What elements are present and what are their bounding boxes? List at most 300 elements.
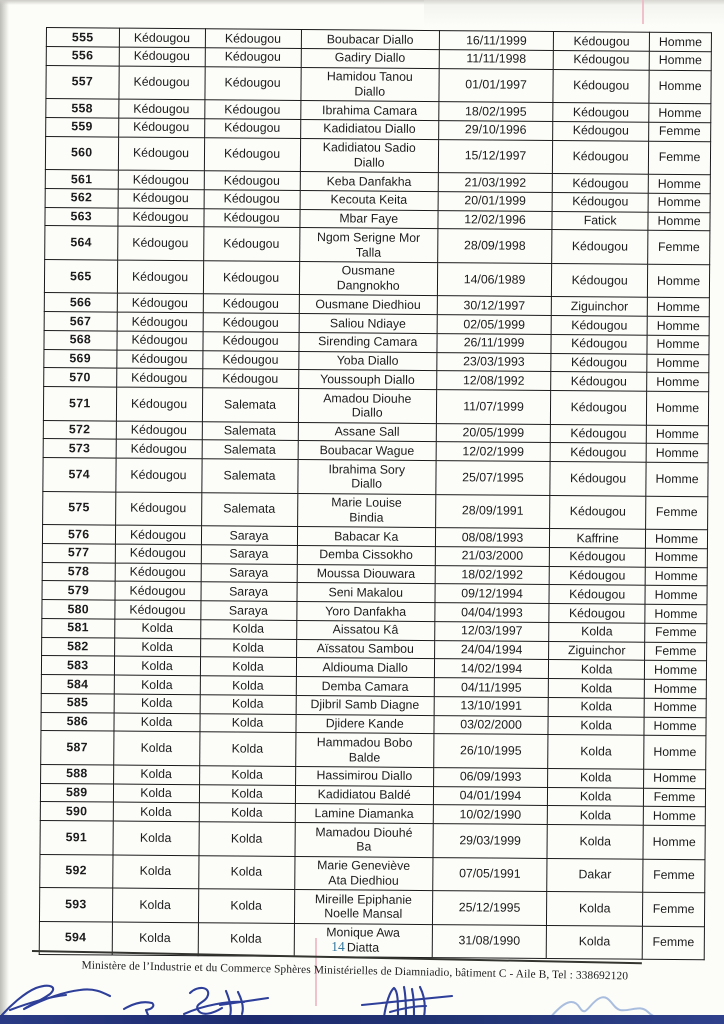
cell-num: 581	[42, 618, 115, 637]
cell-num: 567	[44, 311, 117, 330]
cell-dob: 08/08/1993	[435, 528, 549, 548]
cell-dept: Kolda	[200, 657, 296, 677]
cell-region: Kolda	[113, 765, 199, 784]
cell-name: Kadidiatou Sadio Diallo	[300, 138, 439, 173]
cell-dept: Kédougou	[203, 313, 299, 333]
cell-gender: Homme	[647, 354, 709, 373]
cell-region: Kédougou	[117, 260, 203, 294]
cell-region: Kédougou	[118, 189, 204, 208]
cell-region: Kédougou	[115, 492, 201, 526]
cell-num: 564	[45, 226, 118, 260]
cell-name: Ousmane Dangnokho	[299, 261, 438, 296]
cell-region: Kédougou	[117, 293, 203, 312]
cell-region: Kédougou	[115, 563, 201, 582]
cell-dept: Saraya	[200, 601, 296, 621]
cell-dept: Kédougou	[202, 350, 298, 370]
cell-num: 592	[40, 854, 113, 888]
cell-dept: Kolda	[200, 638, 296, 658]
cell-dept: Salemata	[202, 440, 298, 460]
table-row	[39, 921, 704, 960]
cell-num: 566	[44, 293, 117, 312]
cell-name: Ibrahima Sory Diallo	[297, 459, 436, 494]
cell-place: Kédougou	[553, 50, 649, 70]
cell-name: Youssouph Diallo	[298, 370, 437, 390]
cell-gender: Homme	[646, 425, 708, 444]
cell-dob: 25/07/1995	[436, 461, 550, 495]
cell-region: Kédougou	[115, 525, 201, 544]
cell-dob: 26/10/1995	[434, 734, 548, 768]
cell-name: Assane Sall	[298, 422, 437, 442]
cell-gender: Homme	[648, 193, 710, 212]
cell-name: Demba Cissokho	[297, 545, 436, 565]
cell-region: Kédougou	[117, 331, 203, 350]
cell-gender: Homme	[644, 698, 706, 717]
cell-region: Kolda	[112, 888, 198, 922]
cell-name: Boubacar Wague	[298, 441, 437, 461]
cell-name: Gadiry Diallo	[301, 48, 440, 68]
cell-name: Yoro Danfakha	[296, 601, 435, 621]
cell-dept: Kédougou	[205, 29, 301, 49]
cell-region: Kolda	[113, 821, 199, 855]
cell-num: 589	[40, 783, 113, 802]
cell-dept: Kolda	[200, 619, 296, 639]
cell-dept: Salemata	[202, 421, 298, 441]
cell-num: 563	[45, 207, 118, 226]
cell-dob: 02/05/1999	[437, 315, 551, 335]
cell-name: Marie Louise Bindia	[297, 493, 436, 528]
cell-gender: Femme	[645, 642, 707, 661]
cell-num: 590	[40, 802, 113, 821]
cell-place: Kolda	[548, 697, 644, 717]
cell-dob: 11/07/1999	[436, 390, 550, 424]
cell-gender: Femme	[646, 496, 708, 530]
cell-gender: Homme	[647, 297, 709, 316]
cell-place: Kolda	[547, 806, 643, 826]
cell-gender: Homme	[645, 548, 707, 567]
cell-region: Kédougou	[118, 99, 204, 118]
cell-name: Sirending Camara	[299, 332, 438, 352]
cell-gender: Homme	[644, 717, 706, 736]
cell-place: Kédougou	[550, 424, 646, 444]
cell-region: Kolda	[113, 802, 199, 821]
cell-gender: Homme	[647, 372, 709, 391]
cell-region: Kédougou	[117, 312, 203, 331]
cell-name: Saliou Ndiaye	[299, 313, 438, 333]
table-row	[46, 65, 711, 104]
cell-dob: 04/04/1993	[435, 603, 549, 623]
cell-gender: Homme	[645, 585, 707, 604]
cell-dob: 07/05/1991	[433, 857, 547, 891]
cell-num: 555	[46, 28, 119, 47]
table-row	[39, 887, 704, 926]
cell-num: 558	[46, 99, 119, 118]
cell-dob: 12/08/1992	[437, 371, 551, 391]
cell-place: Kédougou	[549, 603, 645, 623]
cell-dept: Kédougou	[204, 66, 300, 100]
cell-name: Mireille Epiphanie Noelle Mansal	[294, 889, 433, 924]
cell-place: Kédougou	[552, 140, 648, 174]
cell-region: Kolda	[113, 784, 199, 803]
cell-name: Ibrahima Camara	[300, 101, 439, 121]
cell-dept: Saraya	[200, 582, 296, 602]
cell-region: Kédougou	[118, 170, 204, 189]
cell-dept: Kédougou	[203, 227, 299, 261]
cell-num: 572	[43, 420, 116, 439]
cell-dob: 13/10/1991	[434, 696, 548, 716]
cell-dob: 04/01/1994	[433, 786, 547, 806]
cell-place: Kédougou	[553, 69, 649, 103]
cell-region: Kédougou	[119, 47, 205, 66]
cell-name: Ousmane Diedhiou	[299, 295, 438, 315]
cell-place: Kolda	[548, 768, 644, 788]
cell-dept: Kédougou	[203, 294, 299, 314]
cell-dept: Saraya	[201, 526, 297, 546]
cell-place: Kédougou	[553, 31, 649, 51]
cell-dept: Kolda	[199, 765, 295, 785]
cell-num: 565	[44, 259, 117, 293]
cell-dept: Kolda	[199, 803, 295, 823]
cell-dob: 12/02/1999	[436, 442, 550, 462]
cell-dept: Kédougou	[202, 369, 298, 389]
cell-gender: Homme	[644, 735, 706, 769]
cell-name: Hammadou Bobo Balde	[295, 733, 434, 768]
footer-ministry-text: Ministère de l’Industrie et du Commerce Sphères Ministérielles de Diamniadio, bâtiment C - Aile B, Tel : 338692120	[81, 959, 629, 983]
cell-num: 584	[41, 674, 114, 693]
cell-region: Kolda	[112, 922, 198, 956]
cell-region: Kédougou	[118, 137, 204, 171]
cell-place: Kolda	[549, 622, 645, 642]
cell-num: 593	[39, 887, 112, 921]
table-row	[43, 386, 708, 425]
cell-num: 559	[46, 117, 119, 136]
cell-dob: 10/02/1990	[433, 805, 547, 825]
cell-dept: Kédougou	[205, 47, 301, 67]
cell-place: Kédougou	[551, 390, 647, 424]
cell-region: Kédougou	[117, 226, 203, 260]
cell-region: Kolda	[114, 638, 200, 657]
cell-region: Kédougou	[116, 439, 202, 458]
cell-num: 568	[44, 330, 117, 349]
cell-num: 573	[43, 439, 116, 458]
cell-gender: Femme	[645, 623, 707, 642]
cell-dob: 01/01/1997	[439, 68, 553, 102]
cell-place: Kédougou	[551, 353, 647, 373]
cell-place: Kolda	[548, 735, 644, 769]
cell-place: Ziguinchor	[551, 297, 647, 317]
cell-place: Fatick	[552, 211, 648, 231]
cell-place: Kédougou	[551, 372, 647, 392]
cell-gender: Femme	[649, 141, 711, 175]
cell-name: Mbar Faye	[299, 209, 438, 229]
cell-region: Kolda	[114, 713, 200, 732]
cell-region: Kédougou	[118, 118, 204, 137]
table-row	[43, 491, 708, 530]
cell-dept: Kolda	[198, 855, 294, 889]
cell-gender: Femme	[642, 926, 704, 960]
scan-edge-top-right	[424, 0, 724, 26]
cell-gender: Homme	[647, 316, 709, 335]
cell-name: Babacar Ka	[297, 526, 436, 546]
cell-dob: 29/10/1996	[439, 120, 553, 140]
cell-name: Keba Danfakha	[300, 171, 439, 191]
cell-place: Kolda	[548, 787, 644, 807]
cell-num: 580	[42, 599, 115, 618]
cell-dob: 25/12/1995	[432, 891, 546, 925]
cell-region: Kolda	[113, 731, 199, 765]
cell-region: Kédougou	[115, 458, 201, 492]
cell-place: Kédougou	[552, 263, 648, 297]
cell-dept: Kédougou	[204, 118, 300, 138]
scan-edge-left	[0, 0, 9, 1016]
cell-gender: Femme	[649, 122, 711, 141]
cell-dob: 23/03/1993	[437, 352, 551, 372]
cell-dept: Saraya	[201, 563, 297, 583]
cell-dept: Kolda	[199, 784, 295, 804]
cell-dept: Kédougou	[202, 331, 298, 351]
cell-num: 560	[45, 136, 118, 170]
cell-name: Kecouta Keita	[300, 190, 439, 210]
cell-gender: Homme	[647, 335, 709, 354]
page-number: 14	[331, 939, 345, 954]
cell-name: Amadou Diouhe Diallo	[298, 388, 437, 423]
cell-region: Kédougou	[115, 544, 201, 563]
cell-place: Kédougou	[550, 461, 646, 495]
cell-dob: 21/03/1992	[438, 173, 552, 193]
table-row	[40, 854, 705, 893]
cell-gender: Femme	[648, 230, 710, 264]
cell-region: Kédougou	[119, 28, 205, 47]
cell-dept: Salemata	[201, 459, 297, 493]
cell-num: 556	[46, 46, 119, 65]
cell-name: Demba Camara	[296, 676, 435, 696]
table-row	[44, 259, 709, 298]
cell-num: 594	[39, 921, 112, 955]
cell-place: Kédougou	[552, 230, 648, 264]
cell-name: Mamadou Diouhé Ba	[295, 822, 434, 857]
cell-dob: 16/11/1999	[439, 31, 553, 51]
cell-gender: Homme	[644, 769, 706, 788]
cell-name: Kadidiatou Baldé	[295, 785, 434, 805]
cell-dept: Kolda	[198, 822, 294, 856]
cell-place: Kédougou	[551, 334, 647, 354]
cell-dept: Saraya	[201, 544, 297, 564]
cell-num: 570	[44, 368, 117, 387]
cell-dob: 26/11/1999	[437, 333, 551, 353]
cell-region: Kédougou	[116, 350, 202, 369]
cell-place: Kédougou	[549, 566, 645, 586]
cell-dob: 24/04/1994	[434, 640, 548, 660]
cell-num: 583	[41, 656, 114, 675]
cell-dept: Kolda	[199, 713, 295, 733]
cell-gender: Homme	[649, 70, 711, 104]
cell-gender: Homme	[648, 264, 710, 298]
cell-dob: 03/02/2000	[434, 715, 548, 735]
cell-dept: Kolda	[198, 889, 294, 923]
cell-dept: Kédougou	[204, 189, 300, 209]
cell-name: Kadidiatou Diallo	[300, 119, 439, 139]
table-row	[41, 731, 706, 770]
cell-gender: Homme	[644, 679, 706, 698]
cell-dept: Kolda	[200, 694, 296, 714]
cell-region: Kédougou	[116, 368, 202, 387]
cell-num: 575	[43, 491, 116, 525]
cell-num: 562	[45, 188, 118, 207]
cell-region: Kolda	[112, 855, 198, 889]
cell-num: 577	[42, 543, 115, 562]
cell-gender: Homme	[649, 51, 711, 70]
cell-region: Kolda	[114, 656, 200, 675]
cell-num: 557	[46, 65, 119, 99]
cell-dept: Salemata	[202, 388, 298, 422]
cell-dept: Kédougou	[203, 208, 299, 228]
cell-place: Kédougou	[550, 443, 646, 463]
cell-place: Kolda	[548, 716, 644, 736]
cell-dob: 20/05/1999	[436, 423, 550, 443]
cell-dob: 15/12/1997	[438, 139, 552, 173]
cell-place: Kédougou	[553, 121, 649, 141]
cell-name: Djibril Samb Diagne	[296, 695, 435, 715]
cell-gender: Homme	[645, 660, 707, 679]
cell-gender: Homme	[643, 825, 705, 859]
cell-place: Kolda	[547, 824, 643, 858]
cell-name: Djidere Kande	[296, 714, 435, 734]
cell-region: Kédougou	[116, 421, 202, 440]
cell-gender: Femme	[643, 892, 705, 926]
cell-dob: 18/02/1992	[435, 565, 549, 585]
cell-place: Kaffrine	[550, 528, 646, 548]
cell-region: Kédougou	[118, 66, 204, 100]
cell-name: Aissatou Kâ	[296, 620, 435, 640]
records-table	[39, 27, 712, 960]
cell-region: Kolda	[114, 619, 200, 638]
cell-gender: Homme	[646, 462, 708, 496]
cell-region: Kédougou	[116, 387, 202, 421]
cell-num: 576	[42, 524, 115, 543]
cell-dob: 12/03/1997	[435, 621, 549, 641]
cell-dept: Kédougou	[204, 137, 300, 171]
cell-name: Moussa Diouwara	[297, 564, 436, 584]
cell-dept: Kédougou	[204, 100, 300, 120]
cell-dob: 18/02/1995	[439, 102, 553, 122]
cell-gender: Homme	[645, 567, 707, 586]
cell-name: Boubacar Diallo	[301, 30, 440, 50]
cell-place: Kolda	[548, 678, 644, 698]
table-row	[40, 820, 705, 859]
cell-dob: 20/01/1999	[438, 191, 552, 211]
cell-name: Hamidou Tanou Diallo	[300, 67, 439, 102]
cell-name: Yoba Diallo	[298, 351, 437, 371]
cell-dob: 11/11/1998	[439, 49, 553, 69]
cell-gender: Homme	[649, 103, 711, 122]
table-row	[45, 136, 710, 175]
cell-dob: 30/12/1997	[437, 296, 551, 316]
cell-name: Ngom Serigne Mor Talla	[299, 228, 438, 263]
cell-name: Marie Geneviève Ata Diedhiou	[294, 856, 433, 891]
cell-region: Kédougou	[115, 581, 201, 600]
cell-dob: 28/09/1998	[438, 229, 552, 263]
cell-gender: Homme	[645, 604, 707, 623]
cell-dob: 12/02/1996	[438, 210, 552, 230]
cell-place: Kédougou	[549, 547, 645, 567]
cell-name: Aldiouma Diallo	[296, 658, 435, 678]
cell-name: Lamine Diamanka	[295, 804, 434, 824]
records-table-body	[39, 28, 711, 960]
cell-dob: 06/09/1993	[433, 767, 547, 787]
cell-num: 574	[43, 457, 116, 491]
cell-region: Kolda	[114, 675, 200, 694]
cell-num: 579	[42, 581, 115, 600]
cell-place: Kédougou	[551, 315, 647, 335]
cell-place: Kolda	[547, 891, 643, 925]
cell-place: Ziguinchor	[549, 641, 645, 661]
cell-dept: Kédougou	[204, 171, 300, 191]
cell-gender: Homme	[648, 212, 710, 231]
cell-num: 571	[43, 386, 116, 420]
cell-dept: Kolda	[199, 732, 295, 766]
cell-name: Monique Awa Diatta	[294, 923, 433, 958]
scan-bottom-bar	[0, 1015, 724, 1024]
cell-dob: 31/08/1990	[432, 924, 546, 958]
cell-dob: 28/09/1991	[436, 494, 550, 528]
cell-dob: 04/11/1995	[434, 678, 548, 698]
scan-artifact-line-top	[642, 0, 644, 24]
cell-place: Kédougou	[549, 585, 645, 605]
cell-dept: Kolda	[198, 922, 294, 956]
cell-dob: 29/03/1999	[433, 824, 547, 858]
cell-num: 586	[41, 712, 114, 731]
cell-place: Kolda	[549, 660, 645, 680]
cell-gender: Homme	[643, 806, 705, 825]
cell-place: Kédougou	[552, 173, 648, 193]
cell-region: Kédougou	[114, 600, 200, 619]
cell-region: Kolda	[114, 694, 200, 713]
cell-name: Seni Makalou	[297, 583, 436, 603]
cell-place: Kolda	[546, 925, 642, 959]
cell-place: Kédougou	[552, 192, 648, 212]
cell-dob: 14/02/1994	[434, 659, 548, 679]
cell-gender: Homme	[648, 174, 710, 193]
cell-region: Kédougou	[117, 208, 203, 227]
cell-num: 588	[41, 764, 114, 783]
cell-num: 591	[40, 820, 113, 854]
cell-num: 578	[42, 562, 115, 581]
cell-gender: Homme	[646, 529, 708, 548]
cell-dept: Kolda	[200, 676, 296, 696]
cell-gender: Homme	[646, 443, 708, 462]
cell-dob: 21/03/2000	[435, 546, 549, 566]
cell-gender: Homme	[649, 32, 711, 51]
cell-place: Dakar	[547, 858, 643, 892]
cell-num: 582	[42, 637, 115, 656]
cell-gender: Femme	[643, 859, 705, 893]
table-row	[43, 457, 708, 496]
cell-dept: Salemata	[201, 492, 297, 526]
cell-num: 569	[44, 349, 117, 368]
cell-dob: 09/12/1994	[435, 584, 549, 604]
cell-place: Kédougou	[550, 495, 646, 529]
cell-gender: Femme	[644, 788, 706, 807]
cell-name: Aïssatou Sambou	[296, 639, 435, 659]
cell-num: 587	[41, 731, 114, 765]
table-row	[45, 226, 710, 265]
cell-dob: 14/06/1989	[437, 262, 551, 296]
cell-dept: Kédougou	[203, 260, 299, 294]
cell-num: 561	[45, 169, 118, 188]
cell-name: Hassimirou Diallo	[295, 766, 434, 786]
cell-num: 585	[41, 693, 114, 712]
cell-place: Kédougou	[553, 102, 649, 122]
cell-gender: Homme	[647, 391, 709, 425]
